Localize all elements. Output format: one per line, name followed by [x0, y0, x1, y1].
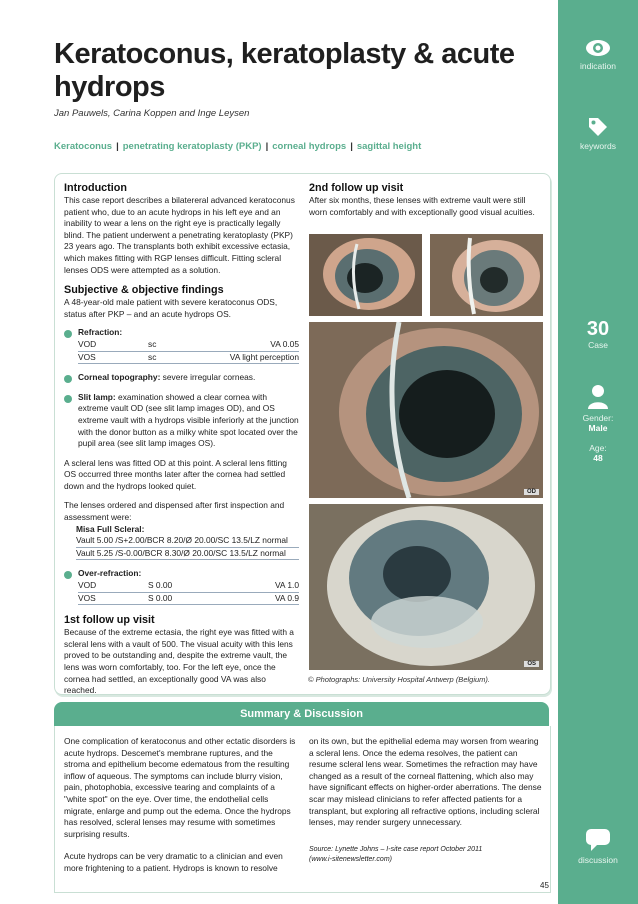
- lens-row: Vault 5.00 /S+2.00/BCR 8.20/Ø 20.00/SC 13.5/LZ normal: [76, 535, 299, 548]
- table-cell: VA 0.05: [270, 338, 299, 349]
- table-row: [78, 580, 299, 593]
- intro-heading: Introduction: [64, 182, 127, 194]
- summary-para-3: on its own, but the epithelial edema may worsen from wearing a scleral lens. Once the edema resolves, the patient can resume scleral lens wear. Sometimes the refraction may have changed as a result of the corneal flattening, which also may have significant effects on higher-order aberrations. The dense scar may mislead clinicians to refer affected patients for a transplant, but exploring all refractive options, including scleral lenses, may render surgery unnecessary.: [309, 736, 542, 828]
- keyword: sagittal height: [356, 141, 422, 152]
- speech-bubble-icon: [585, 828, 611, 852]
- over-refraction-label: Over-refraction:: [78, 568, 142, 579]
- case-number: 30: [586, 318, 610, 340]
- keyword-line: [54, 141, 421, 152]
- second-followup-heading: 2nd follow up visit: [309, 182, 404, 194]
- table-cell: sc: [148, 338, 157, 349]
- keyword: corneal hydrops: [272, 141, 347, 152]
- table-cell: S 0.00: [148, 580, 173, 591]
- topography-text: severe irregular corneas.: [160, 372, 256, 383]
- table-cell: VOS: [78, 351, 96, 362]
- slit-lamp-photo-od-2: [430, 234, 543, 316]
- table-cell: VOD: [78, 338, 97, 349]
- slit-lamp-text: examination showed a clear cornea with extreme vault OD (see slit lamp images OD), and OS extreme vault with a hydrops visible inferiorly at the junction with the donor button as a milky white spot located over the pupil area (see slit lamp images OS).: [78, 391, 299, 449]
- table-cell: VOS: [78, 592, 96, 603]
- person-icon: [587, 384, 609, 410]
- case-label: Case: [588, 340, 608, 350]
- summary-heading: Summary & Discussion: [54, 702, 549, 726]
- case-box: [54, 173, 551, 695]
- intro-text: This case report describes a bilatereral advanced keratoconus patient who, due to an acute hydrops in his left eye and an inability to wear a lens on the right eye is practically legally blind. The patient underwent a penetrating keratoplasty (PKP) 23 years ago. The transplants both exhibit excessive ectasia, which makes fitting with RGP lenses difficult. Fitting scleral lenses ODS were attempted as a solution.: [64, 195, 295, 275]
- photo-caption: © Photographs: University Hospital Antwerp (Belgium).: [308, 675, 490, 684]
- summary-para-1: One complication of keratoconus and other ectatic disorders is acute hydrops. Descemet's membrane ruptures, and the stroma and epithelium become edematous from the resulting inflow of aqueous. The symptoms can include blurry vision, pain, photophobia, excessive tearing and complaints of a "white spot" on the eye. Over time, the endothelial cells migrate, enlarge and pump out the edema. Once the hydrops has resolved, scleral lenses may resume with sometimes surprising results.: [64, 736, 296, 839]
- eye-photo-graphic: [309, 504, 543, 670]
- topography-label: Corneal topography:: [78, 372, 161, 383]
- slit-lamp-photo-od-main: [309, 322, 543, 498]
- sidebar-indication[interactable]: [558, 38, 638, 71]
- first-followup-text: Because of the extreme ectasia, the right eye was fitted with a scleral lens with a vault of 500. The visual acuity with this lens proved to be outstanding and, despite the extreme vault, the lens was worn comfortably, too. For the left eye, once the cornea had settled, an exceptionally good VA was also reached.: [64, 627, 294, 696]
- sidebar-discussion[interactable]: [558, 828, 638, 865]
- findings-para-2: The lenses ordered and dispensed after first inspection and assessment were:: [64, 500, 285, 523]
- refraction-item: [64, 327, 299, 364]
- summary-left-column: [64, 736, 299, 875]
- slit-lamp-photo-os-main: [309, 504, 543, 670]
- summary-para-2: Acute hydrops can be very dramatic to a clinician and even more frightening to a patient. Hydrops is known to resolve: [64, 851, 283, 873]
- keyword-separator: |: [116, 141, 119, 152]
- second-followup-text: After six months, these lenses with extreme vault were still worn comfortably and with exceptionally good visual acuities.: [309, 195, 535, 217]
- table-cell: S 0.00: [148, 592, 173, 603]
- table-cell: sc: [148, 351, 157, 362]
- eye-icon: [585, 38, 611, 58]
- tag-icon: [587, 116, 609, 138]
- table-cell: VA light perception: [229, 351, 299, 362]
- sidebar-label-indication: indication: [580, 61, 616, 71]
- eye-photo-graphic: [309, 234, 422, 316]
- gender-value: Male: [588, 423, 608, 433]
- table-cell: VA 0.9: [274, 592, 299, 603]
- page-title: Keratoconus, keratoplasty & acute hydrops: [54, 38, 515, 103]
- findings-heading: Subjective & objective findings: [64, 284, 224, 297]
- gender-label: Gender:: [582, 413, 614, 423]
- age-value: 48: [593, 453, 603, 463]
- photo-label-os: OS: [524, 661, 539, 667]
- photo-label-od: OD: [524, 489, 539, 495]
- slit-lamp-item: [64, 392, 299, 450]
- eye-photo-graphic: [430, 234, 543, 316]
- left-column: [64, 182, 299, 697]
- authors: Jan Pauwels, Carina Koppen and Inge Leysen: [54, 108, 250, 119]
- lens-row: Vault 5.25 /S-0.00/BCR 8.30/Ø 20.00/SC 13.5/LZ normal: [76, 548, 299, 561]
- refraction-label: Refraction:: [78, 327, 123, 338]
- source-line: Source: Lynette Johns – I-site case report October 2011: [309, 845, 483, 853]
- first-followup-heading: 1st follow up visit: [64, 614, 155, 627]
- sidebar-label-discussion: discussion: [578, 855, 618, 865]
- keyword: Keratoconus: [54, 141, 113, 152]
- table-row: [78, 593, 299, 606]
- findings-para-1: A scleral lens was fitted OD at this point. A scleral lens fitting OS occurred three months later after the cornea had settled down and the hydrops looked quiet.: [64, 457, 287, 491]
- sidebar-label-keywords: keywords: [580, 141, 616, 151]
- table-cell: VA 1.0: [274, 580, 299, 591]
- sidebar-patient: [558, 384, 638, 463]
- findings-text: A 48-year-old male patient with severe keratoconus ODS, status after PKP – and an acute hydrops OS.: [64, 297, 278, 319]
- sidebar-case: [558, 318, 638, 350]
- summary-right-column: [309, 736, 543, 865]
- keyword-separator: |: [265, 141, 269, 152]
- source-url[interactable]: (www.i-sitenewsletter.com): [309, 855, 392, 863]
- age-label: Age:: [589, 443, 607, 453]
- right-column: [309, 182, 543, 218]
- table-row: [78, 352, 299, 365]
- sidebar: [558, 0, 638, 904]
- summary-body: [54, 726, 551, 893]
- table-cell: VOD: [78, 580, 97, 591]
- keyword: penetrating keratoplasty (PKP): [122, 141, 262, 152]
- lens-title: Misa Full Scleral:: [76, 523, 145, 534]
- eye-photo-graphic: [309, 322, 543, 498]
- slit-lamp-photo-od-1: [309, 234, 422, 316]
- sidebar-keywords[interactable]: [558, 116, 638, 151]
- over-refraction-item: [64, 568, 299, 605]
- slit-lamp-label: Slit lamp:: [78, 391, 116, 402]
- table-row: [78, 339, 299, 352]
- summary-section: [54, 702, 549, 892]
- page-number: 45: [540, 881, 549, 890]
- topography-item: [64, 372, 299, 384]
- lens-spec: [64, 524, 299, 561]
- keyword-separator: |: [350, 141, 353, 152]
